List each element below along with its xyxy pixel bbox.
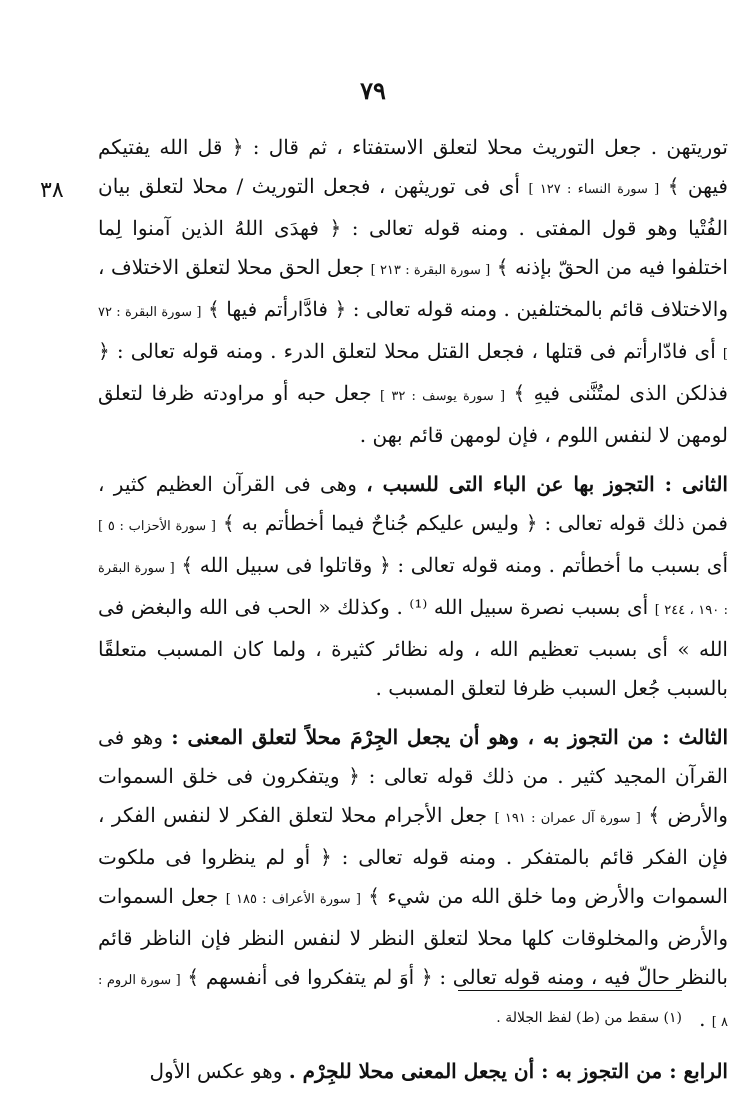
paragraph-text: جعل السموات والأرض والمخلوقات كلها محلا لتعلق النظر لا لنفس النظر فإن الناظر قائم بالنظر حالّ فيه ، ومنه قوله تعالى : ﴿ أوَ لم يتفكروا فى أنفسهم ﴾	[98, 884, 728, 989]
paragraph-text: جعل الحق محلا لتعلق الاختلاف ، والاختلاف قائم بالمختلفين . ومنه قوله تعالى : ﴿ فادَّارأتم فيها ﴾	[98, 255, 729, 321]
paragraph-text: جعل حبه أو مراودته ظرفا لتعلق لومهن لا لنفس اللوم ، فإن لومهن قائم بهن .	[98, 381, 728, 447]
section-heading: الثانى : التجوز بها عن الباء التى للسبب ،	[366, 472, 728, 496]
section-heading: الثالث : من التجوز به ، وهو أن يجعل الجِرْمَ محلاً لتعلق المعنى :	[171, 725, 729, 749]
paragraph-text: جعل الأجرام محلا لتعلق الفكر لا لنفس الفكر ، فإن الفكر قائم بالمتفكر . ومنه قوله تعالى : ﴿ أو لم ينظروا فى ملكوت السموات والأرض وما خلق الله من شيء ﴾	[98, 803, 728, 908]
section-heading: الرابع : من التجوز به : أن يجعل المعنى محلا للجِرْم .	[288, 1059, 728, 1083]
surah-reference: [ سورة يوسف : ٣٢ ]	[380, 389, 506, 404]
paragraph	[98, 128, 728, 455]
body-text	[98, 128, 728, 1101]
surah-reference: [ سورة الأحزاب : ٥ ]	[98, 519, 216, 534]
footnote: (١) سقط من (ط) لفظ الجلالة .	[496, 1010, 682, 1026]
paragraph	[98, 1052, 728, 1091]
surah-reference: [ سورة البقرة : ٧٢ ]	[98, 305, 728, 362]
paragraph-text: وهو فى القرآن المجيد كثير . من ذلك قوله تعالى : ﴿ ويتفكرون فى خلق السموات والأرض ﴾	[98, 725, 728, 827]
paragraph-text: وهو عكس الأول	[149, 1059, 289, 1083]
surah-reference: [ سورة الأعراف : ١٨٥ ]	[225, 892, 361, 907]
paragraph	[98, 465, 728, 708]
margin-number: ٣٨	[40, 178, 64, 203]
paragraph-text: أى بسبب نصرة سبيل الله ⁽¹⁾ . وكذلك « الحب فى الله والبغض فى الله » أى بسبب تعظيم الله ، وله نظائر كثيرة ، ولما كان المسبب متعلقًا بالسبب جُعل السبب ظرفا لتعلق المسبب .	[98, 595, 728, 700]
page-number: ٧٩	[360, 76, 386, 105]
surah-reference: [ سورة البقرة : ١٩٠ ، ٢٤٤ ]	[98, 561, 728, 618]
paragraph-text: أى بسبب ما أخطأتم . ومنه قوله تعالى : ﴿ وقاتلوا فى سبيل الله ﴾	[174, 553, 729, 577]
paragraph-text: وهى فى القرآن العظيم كثير ، فمن ذلك قوله تعالى : ﴿ وليس عليكم جُناحٌ فيما أخطأتم به ﴾	[98, 472, 728, 535]
paragraph-text: .	[699, 1007, 712, 1031]
paragraph-text: أى فادّارأتم فى قتلها ، فجعل القتل محلا لتعلق الدرء . ومنه قوله تعالى : ﴿ فذلكن الذى لمتُنَّنى فيهِ ﴾	[98, 339, 728, 405]
surah-reference: [ سورة البقرة : ٢١٣ ]	[370, 263, 491, 278]
surah-reference: [ سورة الروم : ٨ ]	[98, 973, 728, 1030]
paragraph-text: أى فى توريثهن ، فجعل التوريث / محلا لتعلق بيان الفُتْيا وهو قول المفتى . ومنه قوله تعالى : ﴿ فهدَى اللهُ الذين آمنوا لِما اختلفوا فيه من الحقّ بإذنه ﴾	[98, 174, 728, 279]
surah-reference: [ سورة النساء : ١٢٧ ]	[528, 182, 660, 197]
paragraph	[98, 718, 728, 1042]
surah-reference: [ سورة آل عمران : ١٩١ ]	[494, 811, 641, 826]
footnote-separator	[458, 990, 682, 991]
paragraph-text: توريتهن . جعل التوريث محلا لتعلق الاستفتاء ، ثم قال : ﴿ قل الله يفتيكم فيهن ﴾	[98, 135, 729, 198]
